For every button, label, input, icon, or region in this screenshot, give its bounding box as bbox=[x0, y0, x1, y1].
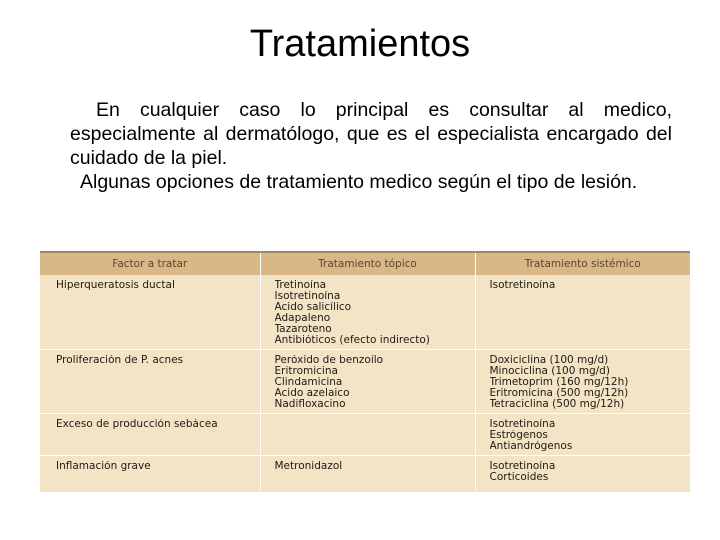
topico-cell bbox=[260, 456, 475, 491]
header-topico: Tratamiento tópico bbox=[260, 253, 475, 275]
treatment-item: Eritromicina (500 mg/12h) bbox=[489, 388, 629, 399]
treatment-item: Peróxido de benzoílo bbox=[274, 355, 384, 366]
sistemico-cell bbox=[475, 275, 690, 350]
treatment-item: Ácido salicílico bbox=[274, 302, 352, 313]
topico-cell bbox=[260, 275, 475, 350]
treatment-item: Isotretinoína bbox=[489, 461, 556, 472]
factor-cell: Exceso de producción sebácea bbox=[56, 419, 218, 430]
treatment-item: Antibióticos (efecto indirecto) bbox=[274, 335, 430, 346]
sistemico-cell bbox=[475, 456, 690, 491]
treatment-item: Nadifloxacino bbox=[274, 399, 346, 410]
treatment-item: Tretinoína bbox=[274, 280, 327, 291]
treatment-item: Doxiciclina (100 mg/d) bbox=[489, 355, 609, 366]
treatment-item: Eritromicina bbox=[274, 366, 338, 377]
intro-paragraph: En cualquier caso lo principal es consultar al medico, especialmente al dermatólogo, que es el especialista encargado del cuidado de la piel. bbox=[70, 99, 672, 169]
table-header-row bbox=[40, 253, 690, 275]
treatment-table-image bbox=[40, 251, 690, 492]
header-factor: Factor a tratar bbox=[40, 253, 260, 275]
sistemico-cell bbox=[475, 350, 690, 414]
treatment-item: Metronidazol bbox=[274, 461, 343, 472]
body-text bbox=[70, 98, 672, 194]
options-paragraph: Algunas opciones de tratamiento medico según el tipo de lesión. bbox=[80, 171, 638, 193]
table-row bbox=[40, 350, 690, 414]
treatment-table bbox=[40, 253, 690, 490]
table-row bbox=[40, 456, 690, 491]
header-sistemico: Tratamiento sistémico bbox=[475, 253, 690, 275]
sistemico-cell bbox=[475, 414, 690, 456]
factor-cell: Hiperqueratosis ductal bbox=[56, 280, 175, 291]
table-row bbox=[40, 275, 690, 350]
slide-title: Tratamientos bbox=[249, 23, 471, 65]
treatment-item: Isotretinoína bbox=[274, 291, 341, 302]
treatment-item: Adapaleno bbox=[274, 313, 331, 324]
topico-cell bbox=[260, 414, 475, 456]
treatment-item: Minociclina (100 mg/d) bbox=[489, 366, 610, 377]
treatment-item: Tetraciclina (500 mg/12h) bbox=[489, 399, 625, 410]
treatment-item: Corticoides bbox=[489, 472, 549, 483]
treatment-item: Ácido azelaico bbox=[274, 388, 350, 399]
factor-cell: Inflamación grave bbox=[56, 461, 151, 472]
treatment-item: Tazaroteno bbox=[274, 324, 332, 335]
table-row bbox=[40, 414, 690, 456]
treatment-item: Isotretinoína bbox=[489, 419, 556, 430]
treatment-item: Trimetoprim (160 mg/12h) bbox=[489, 377, 629, 388]
treatment-item: Clindamicina bbox=[274, 377, 343, 388]
topico-cell bbox=[260, 350, 475, 414]
factor-cell: Proliferación de P. acnes bbox=[56, 355, 184, 366]
treatment-item: Estrógenos bbox=[489, 430, 548, 441]
treatment-item: Isotretinoína bbox=[489, 280, 556, 291]
treatment-item: Antiandrógenos bbox=[489, 441, 573, 452]
